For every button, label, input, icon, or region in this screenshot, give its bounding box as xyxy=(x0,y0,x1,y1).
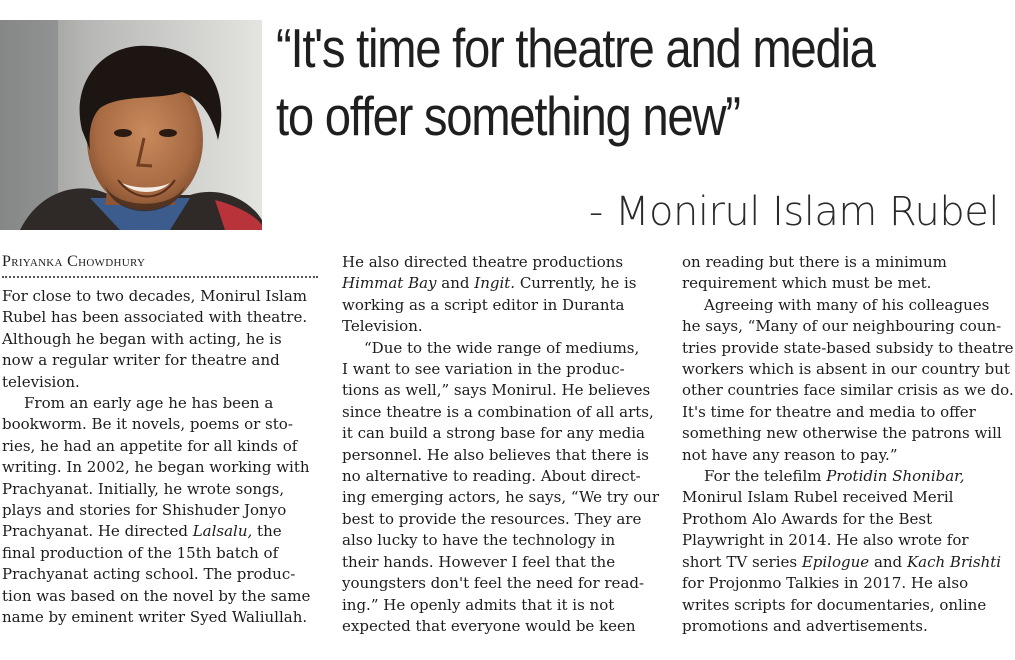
text-line: I want to see variation in the produc- xyxy=(342,360,625,379)
text-line: now a regular writer for theatre and xyxy=(2,351,280,370)
italic-title: Epilogue xyxy=(801,552,870,571)
text-line: Playwright in 2014. He also wrote for xyxy=(682,531,969,550)
text-line: Television. xyxy=(342,317,423,336)
text-line: writing. In 2002, he began working with xyxy=(2,458,310,477)
text-line: Prothom Alo Awards for the Best xyxy=(682,509,933,528)
text-line: other countries face similar crisis as we do. xyxy=(682,381,1014,400)
text-line: working as a script editor in Duranta xyxy=(342,295,625,314)
text-line: Prachyanat. Initially, he wrote songs, xyxy=(2,479,285,498)
italic-title: Kach Brishti xyxy=(906,552,1002,571)
text-line: ing.” He openly admits that it is not xyxy=(342,595,615,614)
author-byline: Priyanka Chowdhury xyxy=(2,253,146,270)
text-line: their hands. However I feel that the xyxy=(342,552,616,571)
text-segment: Prachyanat. He directed xyxy=(2,522,193,541)
paragraph xyxy=(342,252,662,338)
text-line: no alternative to reading. About direct- xyxy=(342,467,641,486)
text-line: promotions and advertisements. xyxy=(682,616,928,635)
text-line: plays and stories for Shishuder Jonyo xyxy=(2,501,287,520)
text-line: He also directed theatre productions xyxy=(342,253,624,271)
paragraph xyxy=(2,393,322,628)
text-line: tion was based on the novel by the same xyxy=(2,586,311,605)
text-segment: the xyxy=(252,522,282,541)
text-line: tries provide state-based subsidy to theatre xyxy=(682,338,1014,357)
italic-title: Lalsalu, xyxy=(192,522,253,541)
text-line: for Projonmo Talkies in 2017. He also xyxy=(682,574,969,593)
quote-attribution: - Monirul Islam Rubel xyxy=(588,189,999,235)
paragraph xyxy=(2,286,322,393)
text-segment: and xyxy=(436,274,475,293)
text-line: personnel. He also believes that there is xyxy=(342,445,649,464)
paragraph xyxy=(342,338,662,638)
text-line xyxy=(682,466,1007,487)
text-line: Monirul Islam Rubel received Meril xyxy=(682,488,954,507)
text-line: it can build a strong base for any media xyxy=(342,424,645,443)
text-line: Although he began with acting, he is xyxy=(2,329,282,348)
portrait-image xyxy=(0,20,262,230)
text-line: since theatre is a combination of all arts, xyxy=(342,402,654,421)
text-line: best to provide the resources. They are xyxy=(342,509,642,528)
text-line: not have any reason to pay.” xyxy=(682,445,898,464)
text-line: television. xyxy=(2,372,80,391)
headline xyxy=(276,14,908,150)
italic-title: Ingit. xyxy=(474,274,516,293)
article-column-3 xyxy=(682,252,1014,637)
italic-title: Protidin Shonibar, xyxy=(826,467,965,486)
text-line: workers which is absent in our country but xyxy=(682,360,1010,379)
text-line xyxy=(2,521,322,542)
text-line: ries, he had an appetite for all kinds of xyxy=(2,436,298,455)
text-line: Prachyanat acting school. The produc- xyxy=(2,565,296,584)
text-line: final production of the 15th batch of xyxy=(2,543,279,562)
paragraph xyxy=(682,295,1014,466)
text-line: expected that everyone would be keen xyxy=(342,616,636,635)
text-segment: For the telefilm xyxy=(704,467,827,486)
headline-line-1: “It's time for theatre and media xyxy=(276,17,875,79)
text-line xyxy=(342,273,662,294)
text-line: youngsters don't feel the need for read- xyxy=(342,574,645,593)
text-line: on reading but there is a minimum xyxy=(682,253,947,271)
text-line: tions as well,” says Monirul. He believes xyxy=(342,381,651,400)
paragraph xyxy=(682,252,1007,295)
text-segment: short TV series xyxy=(682,552,802,571)
byline-divider xyxy=(2,276,318,278)
article-column-1 xyxy=(2,252,322,629)
text-line: bookworm. Be it novels, poems or sto- xyxy=(2,415,293,434)
text-line xyxy=(682,552,1007,573)
text-line: Agreeing with many of his colleagues xyxy=(704,295,990,314)
text-line: Rubel has been associated with theatre. xyxy=(2,308,308,327)
text-line: For close to two decades, Monirul Islam xyxy=(2,287,307,305)
text-line: ing emerging actors, he says, “We try our xyxy=(342,488,660,507)
text-line: It's time for theatre and media to offer xyxy=(682,402,976,421)
text-line: From an early age he has been a xyxy=(24,394,274,413)
text-line: name by eminent writer Syed Waliullah. xyxy=(2,608,308,627)
text-segment: and xyxy=(869,552,907,571)
text-line: writes scripts for documentaries, online xyxy=(682,595,987,614)
article-column-2 xyxy=(342,252,662,637)
text-line: he says, “Many of our neighbouring coun- xyxy=(682,317,1002,336)
text-line: “Due to the wide range of mediums, xyxy=(364,338,640,357)
headline-line-2: to offer something new” xyxy=(276,85,740,147)
text-line: something new otherwise the patrons will xyxy=(682,424,1002,443)
paragraph xyxy=(682,466,1007,637)
text-line: also lucky to have the technology in xyxy=(342,531,616,550)
text-segment: Currently, he is xyxy=(515,274,637,293)
text-line: requirement which must be met. xyxy=(682,274,932,293)
portrait-photo xyxy=(0,20,262,230)
italic-title: Himmat Bay xyxy=(342,274,437,293)
